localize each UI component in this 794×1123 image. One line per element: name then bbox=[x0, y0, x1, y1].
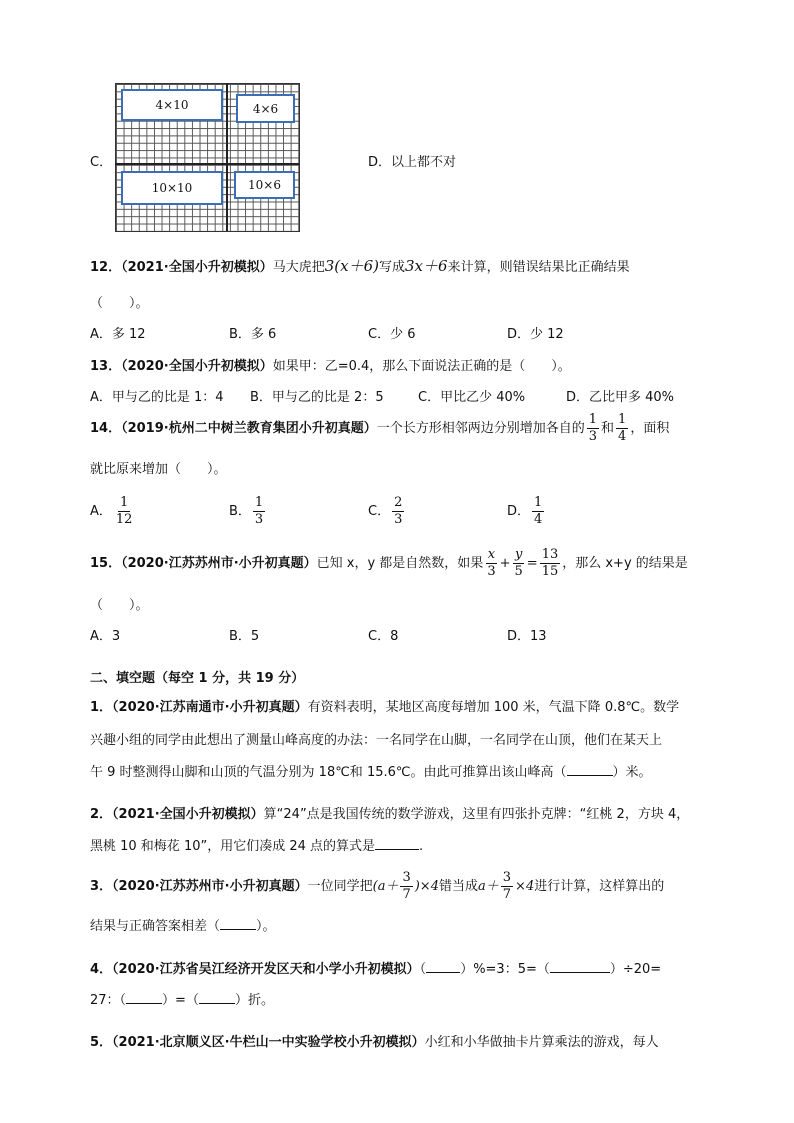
q12-option-c: C．少 6 bbox=[368, 327, 416, 342]
q12-expr-correct: 3(x＋6) bbox=[324, 257, 379, 275]
f3-text: 结果与正确答案相差（ bbox=[90, 919, 221, 934]
denominator: 7 bbox=[502, 887, 512, 902]
fraction bbox=[400, 870, 412, 903]
q14-text: 和 bbox=[601, 421, 615, 436]
f2-line1 bbox=[90, 803, 689, 822]
rect-bottom-right: 10×6 bbox=[234, 171, 295, 199]
q12-option-d: D．少 12 bbox=[507, 327, 564, 342]
f3-text: 一位同学把 bbox=[307, 879, 373, 894]
q11-option-c-label: C． bbox=[90, 155, 113, 170]
answer-blank[interactable] bbox=[375, 838, 419, 850]
question-number: 1． bbox=[90, 700, 113, 715]
q15-text: ，那么 x+y 的结果是 bbox=[562, 556, 688, 571]
question-number: 4． bbox=[90, 962, 113, 977]
f3-expr: )×4 bbox=[414, 879, 439, 894]
q15-paren: （ ）。 bbox=[90, 598, 149, 613]
q14-option-b bbox=[229, 494, 267, 530]
fraction bbox=[532, 495, 544, 528]
numerator: y bbox=[514, 547, 523, 562]
option-label: A． bbox=[90, 504, 112, 519]
question-source: （2021·全国小升初模拟） bbox=[121, 260, 273, 275]
grid-divider-horizontal bbox=[115, 163, 299, 165]
question-source: （2021·北京顺义区·牛栏山一中实验学校小升初模拟） bbox=[112, 1035, 425, 1050]
denominator: 4 bbox=[618, 429, 627, 444]
f3-text: 进行计算，这样算出的 bbox=[534, 879, 665, 894]
question-source: （2020·江苏苏州市·小升初真题） bbox=[121, 556, 317, 571]
answer-blank[interactable] bbox=[550, 961, 610, 973]
answer-blank[interactable] bbox=[126, 992, 162, 1004]
numerator: 13 bbox=[541, 547, 559, 562]
f4-text: ）折。 bbox=[234, 993, 274, 1008]
plus-sign: + bbox=[499, 556, 511, 571]
f3-expr: a＋ bbox=[478, 879, 499, 894]
f1-text: 午 9 时整测得山脚和山顶的气温分别为 18℃和 15.6℃。由此可推算出该山峰高（ bbox=[90, 765, 567, 780]
denominator: 5 bbox=[514, 564, 523, 579]
answer-blank[interactable] bbox=[220, 918, 256, 930]
question-source: （2020·江苏苏州市·小升初真题） bbox=[112, 879, 308, 894]
q13-option-d: D．乙比甲多 40% bbox=[566, 390, 675, 405]
numerator: 1 bbox=[618, 412, 627, 427]
numerator: 1 bbox=[588, 412, 598, 427]
f2-text: 黑桃 10 和梅花 10”，用它们凑成 24 点的算式是 bbox=[90, 839, 376, 854]
question-number: 2． bbox=[90, 807, 113, 822]
numerator: 2 bbox=[394, 495, 403, 510]
rect-bottom-left: 10×10 bbox=[121, 171, 223, 205]
q11-option-d: D．以上都不对 bbox=[368, 155, 457, 170]
q13-option-c: C．甲比乙少 40% bbox=[418, 390, 526, 405]
fraction bbox=[616, 412, 628, 445]
q13-option-b: B．甲与乙的比是 2：5 bbox=[250, 390, 384, 405]
f4-line2 bbox=[90, 989, 274, 1008]
rect-top-right: 4×6 bbox=[236, 94, 295, 123]
q15-line1 bbox=[90, 547, 688, 581]
question-source: （2020·全国小升初模拟） bbox=[121, 359, 273, 374]
denominator: 3 bbox=[254, 512, 264, 527]
fraction-y bbox=[513, 547, 525, 580]
denominator: 3 bbox=[588, 429, 598, 444]
equals-sign: = bbox=[526, 556, 538, 571]
numerator: 3 bbox=[502, 870, 512, 885]
fraction bbox=[587, 412, 599, 445]
numerator: 3 bbox=[402, 870, 411, 885]
option-label: D． bbox=[507, 504, 531, 519]
question-number: 3． bbox=[90, 879, 113, 894]
q15-option-b: B．5 bbox=[229, 629, 260, 644]
fraction bbox=[114, 495, 135, 528]
q14-option-a bbox=[90, 494, 136, 530]
f4-text: ）=（ bbox=[162, 993, 199, 1008]
denominator: 3 bbox=[394, 512, 403, 527]
f3-expr: ×4 bbox=[515, 879, 535, 894]
f3-text: 错当成 bbox=[438, 879, 478, 894]
denominator: 4 bbox=[534, 512, 543, 527]
question-number: 13． bbox=[90, 359, 122, 374]
rect-top-left: 4×10 bbox=[121, 89, 223, 121]
denominator: 7 bbox=[402, 887, 411, 902]
f3-line2 bbox=[90, 915, 276, 934]
q15-text: 已知 x，y 都是自然数，如果 bbox=[316, 556, 484, 571]
f1-line2: 兴趣小组的同学由此想出了测量山峰高度的办法：一名同学在山脚，一名同学在山顶，他们在某天上 bbox=[90, 733, 663, 748]
f3-expr: (a＋ bbox=[372, 879, 399, 894]
question-number: 5． bbox=[90, 1035, 113, 1050]
q14-line2: 就比原来增加（ ）。 bbox=[90, 462, 227, 477]
q15-option-c: C．8 bbox=[368, 629, 399, 644]
q15-option-d: D．13 bbox=[507, 629, 547, 644]
option-label: C． bbox=[368, 504, 391, 519]
q14-line1 bbox=[90, 412, 669, 446]
question-source: （2021·全国小升初模拟） bbox=[112, 807, 264, 822]
f1-line1 bbox=[90, 696, 679, 715]
f4-line1 bbox=[90, 958, 661, 977]
f4-text: （ bbox=[419, 962, 427, 977]
numerator: 1 bbox=[534, 495, 543, 510]
q13-line1 bbox=[90, 355, 571, 374]
q14-option-c bbox=[368, 494, 406, 530]
q15-option-a: A．3 bbox=[90, 629, 121, 644]
f3-line1 bbox=[90, 870, 664, 904]
q13-text: 如果甲：乙=0.4，那么下面说法正确的是（ ）。 bbox=[272, 359, 571, 374]
q12-expr-wrong: 3x＋6 bbox=[405, 257, 448, 275]
fraction bbox=[501, 870, 513, 903]
q12-option-a: A．多 12 bbox=[90, 327, 146, 342]
question-source: （2020·江苏南通市·小升初真题） bbox=[112, 700, 308, 715]
f1-text: 有资料表明，某地区高度每增加 100 米，气温下降 0.8℃。数学 bbox=[307, 700, 680, 715]
f2-text: 算“24”点是我国传统的数学游戏，这里有四张扑克牌：“红桃 2，方块 4， bbox=[263, 807, 690, 822]
q14-text: 一个长方形相邻两边分别增加各自的 bbox=[376, 421, 585, 436]
fraction bbox=[253, 495, 265, 528]
denominator: 12 bbox=[115, 512, 133, 527]
q12-paren: （ ）。 bbox=[90, 296, 149, 311]
q13-option-a: A．甲与乙的比是 1：4 bbox=[90, 390, 224, 405]
answer-blank[interactable] bbox=[426, 961, 460, 973]
denominator: 3 bbox=[487, 564, 496, 579]
f4-text: ）%=3：5=（ bbox=[460, 962, 550, 977]
answer-blank[interactable] bbox=[199, 992, 235, 1004]
question-number: 12． bbox=[90, 260, 122, 275]
denominator: 15 bbox=[541, 564, 559, 579]
f2-text: . bbox=[419, 839, 424, 854]
numerator: 1 bbox=[254, 495, 264, 510]
f1-text: ）米。 bbox=[612, 765, 652, 780]
numerator: 1 bbox=[120, 495, 129, 510]
q12-line1 bbox=[90, 255, 630, 276]
f3-text: ）。 bbox=[256, 919, 276, 934]
q12-text: 来计算，则错误结果比正确结果 bbox=[447, 260, 630, 275]
q14-option-d bbox=[507, 494, 546, 530]
f2-line2 bbox=[90, 835, 423, 854]
question-number: 15． bbox=[90, 556, 122, 571]
q12-text: 写成 bbox=[379, 260, 406, 275]
question-source: （2019·杭州二中树兰教育集团小升初真题） bbox=[121, 421, 377, 436]
q12-option-b: B．多 6 bbox=[229, 327, 277, 342]
fraction-result bbox=[540, 547, 561, 580]
f4-text: ）÷20= bbox=[609, 962, 662, 977]
q14-text: ，面积 bbox=[630, 421, 670, 436]
section-title: 二、填空题（每空 1 分，共 19 分） bbox=[90, 671, 305, 686]
fraction-x bbox=[485, 547, 497, 580]
fraction bbox=[392, 495, 404, 528]
f1-line3 bbox=[90, 761, 652, 780]
f5-text: 小红和小华做抽卡片算乘法的游戏，每人 bbox=[424, 1035, 659, 1050]
numerator: x bbox=[487, 547, 496, 562]
question-source: （2020·江苏省吴江经济开发区天和小学小升初模拟） bbox=[112, 962, 420, 977]
option-label: B． bbox=[229, 504, 251, 519]
f5-line1 bbox=[90, 1031, 659, 1050]
question-number: 14． bbox=[90, 421, 122, 436]
answer-blank[interactable] bbox=[567, 764, 613, 776]
q12-text: 马大虎把 bbox=[272, 260, 325, 275]
grid-divider-vertical bbox=[226, 83, 228, 231]
f4-text: 27：（ bbox=[90, 993, 127, 1008]
